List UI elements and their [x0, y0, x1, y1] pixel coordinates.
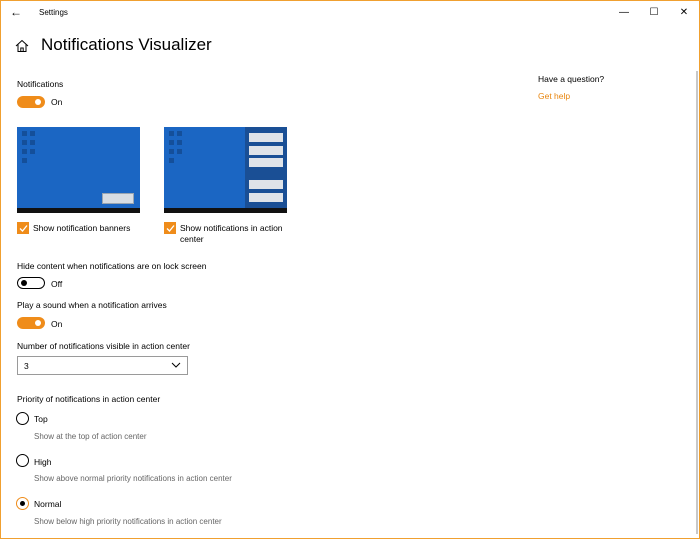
dropdown-value: 3	[24, 360, 29, 371]
notifications-toggle[interactable]	[17, 96, 45, 108]
notifications-label: Notifications	[17, 79, 64, 89]
hide-content-state: Off	[51, 279, 63, 289]
checkmark-icon	[19, 224, 28, 233]
toggle-knob	[35, 99, 41, 105]
priority-top-description: Show at the top of action center	[34, 432, 147, 441]
minimize-button[interactable]: —	[619, 6, 629, 18]
window-controls	[609, 1, 699, 23]
priority-top-label: Top	[34, 414, 48, 424]
show-in-action-center-checkbox[interactable]	[164, 222, 176, 234]
priority-top-radio[interactable]	[16, 412, 29, 425]
chevron-down-icon	[171, 360, 181, 370]
play-sound-toggle[interactable]	[17, 317, 45, 329]
show-banners-label: Show notification banners	[33, 223, 131, 233]
back-arrow-icon[interactable]: ←	[10, 5, 22, 19]
toggle-knob	[21, 280, 27, 286]
home-icon[interactable]	[15, 39, 29, 53]
priority-high-label: High	[34, 457, 52, 467]
hide-content-label: Hide content when notifications are on lock screen	[17, 261, 207, 271]
get-help-link[interactable]: Get help	[538, 91, 571, 101]
priority-high-description: Show above normal priority notifications in action center	[34, 474, 232, 483]
radio-dot	[20, 501, 25, 506]
priority-normal-radio[interactable]	[16, 497, 29, 510]
visible-count-dropdown[interactable]	[17, 356, 188, 375]
help-question: Have a question?	[538, 74, 605, 84]
title-bar	[1, 1, 699, 23]
play-sound-state: On	[51, 319, 63, 329]
scrollbar[interactable]	[696, 71, 698, 534]
maximize-button[interactable]: ☐	[649, 6, 659, 18]
priority-high-radio[interactable]	[16, 454, 29, 467]
action-center-preview-image	[164, 127, 287, 213]
label-line-1: Show notifications in action	[180, 223, 283, 233]
banner-preview-image	[17, 127, 140, 213]
page-title: Notifications Visualizer	[41, 35, 212, 54]
close-button[interactable]: ✕	[679, 6, 689, 18]
play-sound-label: Play a sound when a notification arrives	[17, 300, 167, 310]
window-title: Settings	[39, 7, 68, 17]
toggle-knob	[35, 320, 41, 326]
checkmark-icon	[166, 224, 175, 233]
priority-normal-label: Normal	[34, 499, 62, 509]
label-line-2: center	[180, 234, 204, 244]
hide-content-toggle[interactable]	[17, 277, 45, 289]
visible-count-label: Number of notifications visible in action center	[17, 341, 190, 351]
notifications-state: On	[51, 97, 63, 107]
show-in-action-center-label	[180, 223, 283, 245]
show-banners-checkbox[interactable]	[17, 222, 29, 234]
priority-normal-description: Show below high priority notifications in action center	[34, 517, 222, 526]
priority-label: Priority of notifications in action center	[17, 394, 161, 404]
